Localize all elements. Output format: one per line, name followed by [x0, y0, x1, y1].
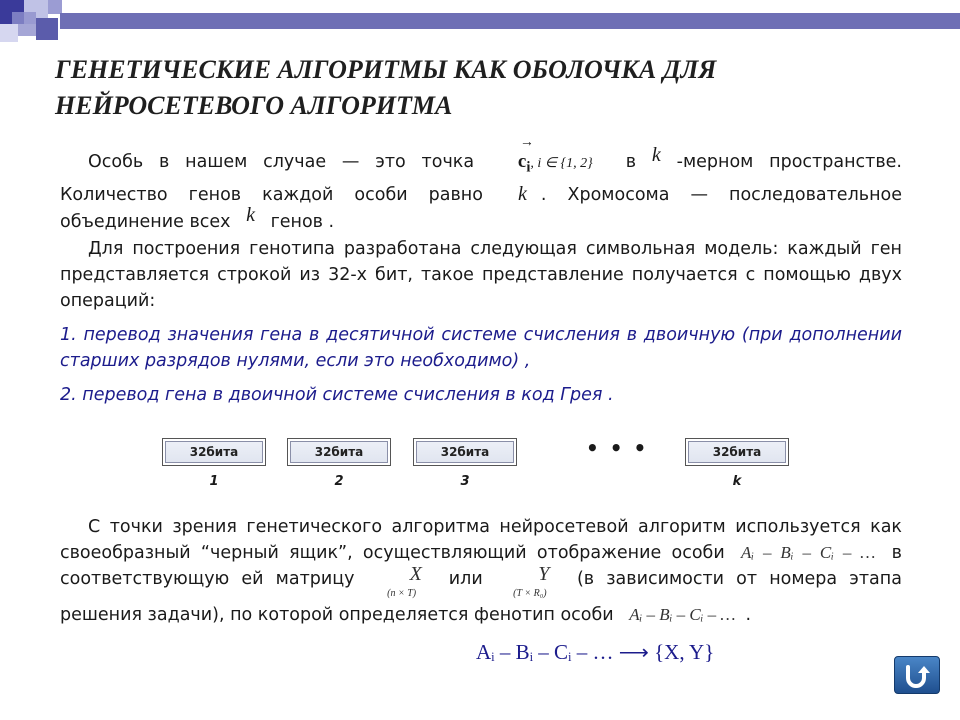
gene-box: 32бита	[287, 438, 391, 466]
corner-square	[0, 24, 18, 42]
formula-abc: Aᵢ – Bᵢ – Cᵢ – …	[740, 543, 876, 562]
mapping-formula: Aᵢ – Bᵢ – Cᵢ – … ⟶ {X, Y}	[476, 640, 715, 664]
step-2: 2. перевод гена в двоичной системе счисления в код Грея .	[60, 385, 614, 405]
step-1: 1. перевод значения гена в десятичной системе счисления в двоичную (при дополнении старших разрядов нулями, если это необходимо) ,	[60, 325, 902, 371]
top-decor-bar	[60, 13, 960, 29]
page-title: ГЕНЕТИЧЕСКИЕ АЛГОРИТМЫ КАК ОБОЛОЧКА ДЛЯ НЕЙРОСЕТЕВОГО АЛГОРИТМА	[55, 55, 717, 120]
gene-box: 32бита	[413, 438, 517, 466]
gene-box: 32бита	[685, 438, 789, 466]
corner-square	[48, 0, 62, 14]
matrix-y: Y (T × R₀)	[513, 563, 550, 599]
return-button[interactable]	[894, 656, 940, 694]
formula-abc: Aᵢ – Bᵢ – Cᵢ – …	[629, 605, 736, 624]
matrix-x: X (n × T)	[387, 563, 422, 599]
gene-number: 1	[209, 474, 219, 489]
vector-ci: → $c_i$, i ∈ {1, 2}	[490, 148, 610, 181]
gene-number: k	[732, 474, 742, 489]
corner-square	[36, 18, 58, 40]
text: Особь в нашем случае — это точка	[88, 152, 475, 172]
paragraph-individual: Особь в нашем случае — это точка → $c_i$, i ∈ {1, 2} в k -мерном пространстве. Количество генов каждой особи равно k . Хромосома — последовательное объединение всех k генов .	[60, 148, 902, 235]
k-symbol: k	[651, 144, 661, 166]
paragraph-black-box: С точки зрения генетического алгоритма нейросетевой алгоритм используется как своеобразный “черный ящик”, осуществляющий отображение особи Aᵢ – Bᵢ – Cᵢ – … в соответствующую ей матрицу X (n × T) или Y (T × R₀) (в зависимости от номера этапа решения задачи), по которой определяется фенотип особи Aᵢ – Bᵢ – Cᵢ – … .	[60, 517, 902, 625]
return-arrow-icon	[895, 657, 939, 693]
k-symbol: k	[518, 182, 527, 205]
gene-number: 2	[334, 474, 344, 489]
arrow-icon: →	[519, 135, 534, 150]
gene-box: 32бита	[162, 438, 266, 466]
paragraph-genotype: Для построения генотипа разработана следующая символьная модель: каждый ген представляется строкой из 32-х бит, такое представление получается с помощью двух операций:	[60, 239, 902, 311]
k-symbol: k	[246, 203, 255, 226]
gene-number: 3	[460, 474, 470, 489]
ellipsis-dots: • • •	[586, 436, 649, 460]
